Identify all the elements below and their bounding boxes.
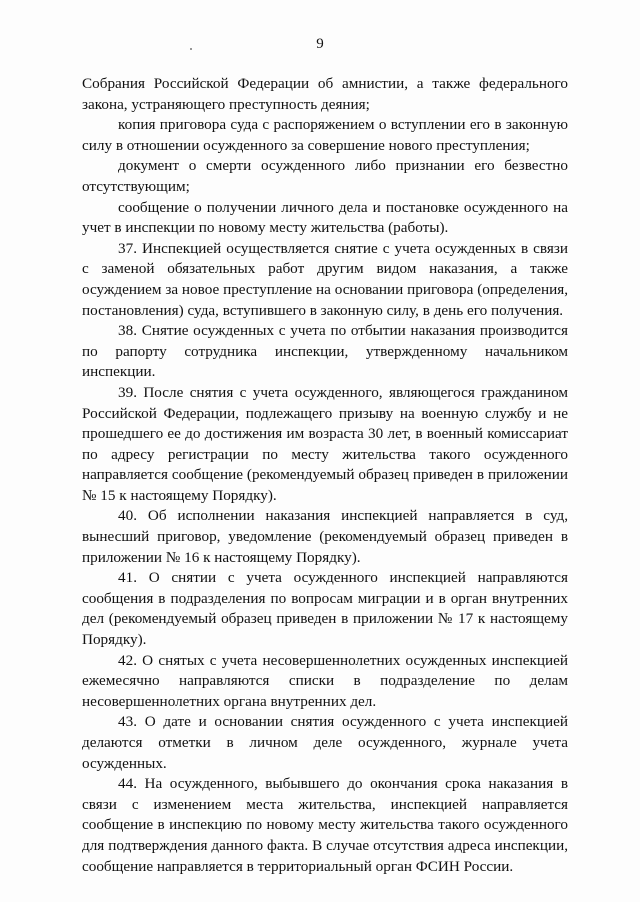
paragraph-item-copy-verdict: копия приговора суда с распоряжением о вступлении его в законную силу в отношении осужденного за совершение нового преступления; bbox=[82, 116, 568, 154]
paragraph-item-personal-file-message: сообщение о получении личного дела и постановке осужденного на учет в инспекции по новому месту жительства (работы). bbox=[82, 198, 568, 237]
paragraph-43: 43. О дате и основании снятия осужденного с учета инспекцией делаются отметки в личном деле осужденного, журнале учета осужденных. bbox=[82, 713, 568, 772]
paragraph-44: 44. На осужденного, выбывшего до окончания срока наказания в связи с изменением места жительства, инспекцией направляется сообщение в инспекцию по новому месту жительства такого осужденного для подтверждения данного факта. В случае отсутствия адреса инспекции, сообщение направляется в территориальный орган ФСИН России. bbox=[82, 775, 568, 875]
paragraph-39: 39. После снятия с учета осужденного, являющегося гражданином Российской Федерации, подлежащего призыву на военную службу и не прошедшего ее до достижения им возраста 30 лет, в военный комиссариат по адресу регистрации по месту жительства такого осужденного направляется сообщение (рекомендуемый образец приведен в приложении № 15 к настоящему Порядку). bbox=[82, 383, 568, 504]
page-number: 9 bbox=[316, 36, 324, 52]
paragraph-item-death-document: документ о смерти осужденного либо признании его безвестно отсутствующим; bbox=[82, 157, 568, 195]
paragraph-41: 41. О снятии с учета осужденного инспекцией направляются сообщения в подразделения по вопросам миграции и в орган внутренних дел (рекомендуемый образец приведен в приложении № 17 к настоящему Порядку). bbox=[82, 569, 568, 649]
paragraph-42: 42. О снятых с учета несовершеннолетних осужденных инспекцией ежемесячно направляются списки в подразделение по делам несовершеннолетних органа внутренних дел. bbox=[82, 651, 568, 710]
paragraph-38: 38. Снятие осужденных с учета по отбытии наказания производится по рапорту сотрудника инспекции, утвержденному начальником инспекции. bbox=[82, 322, 568, 381]
paragraph-37: 37. Инспекцией осуществляется снятие с учета осужденных в связи с заменой обязательных работ другим видом наказания, а также осуждением за новое преступление на основании приговора (определения, постановления) суда, вступившего в законную силу, в день его получения. bbox=[82, 239, 568, 319]
paragraph-40: 40. Об исполнении наказания инспекцией направляется в суд, вынесший приговор, уведомление (рекомендуемый образец приведен в приложении № 16 к настоящему Порядку). bbox=[82, 507, 568, 566]
document-body bbox=[82, 74, 568, 877]
scan-speck bbox=[190, 48, 192, 50]
paragraph-continuation: Собрания Российской Федерации об амнистии, а также федерального закона, устраняющего преступность деяния; bbox=[82, 75, 568, 113]
